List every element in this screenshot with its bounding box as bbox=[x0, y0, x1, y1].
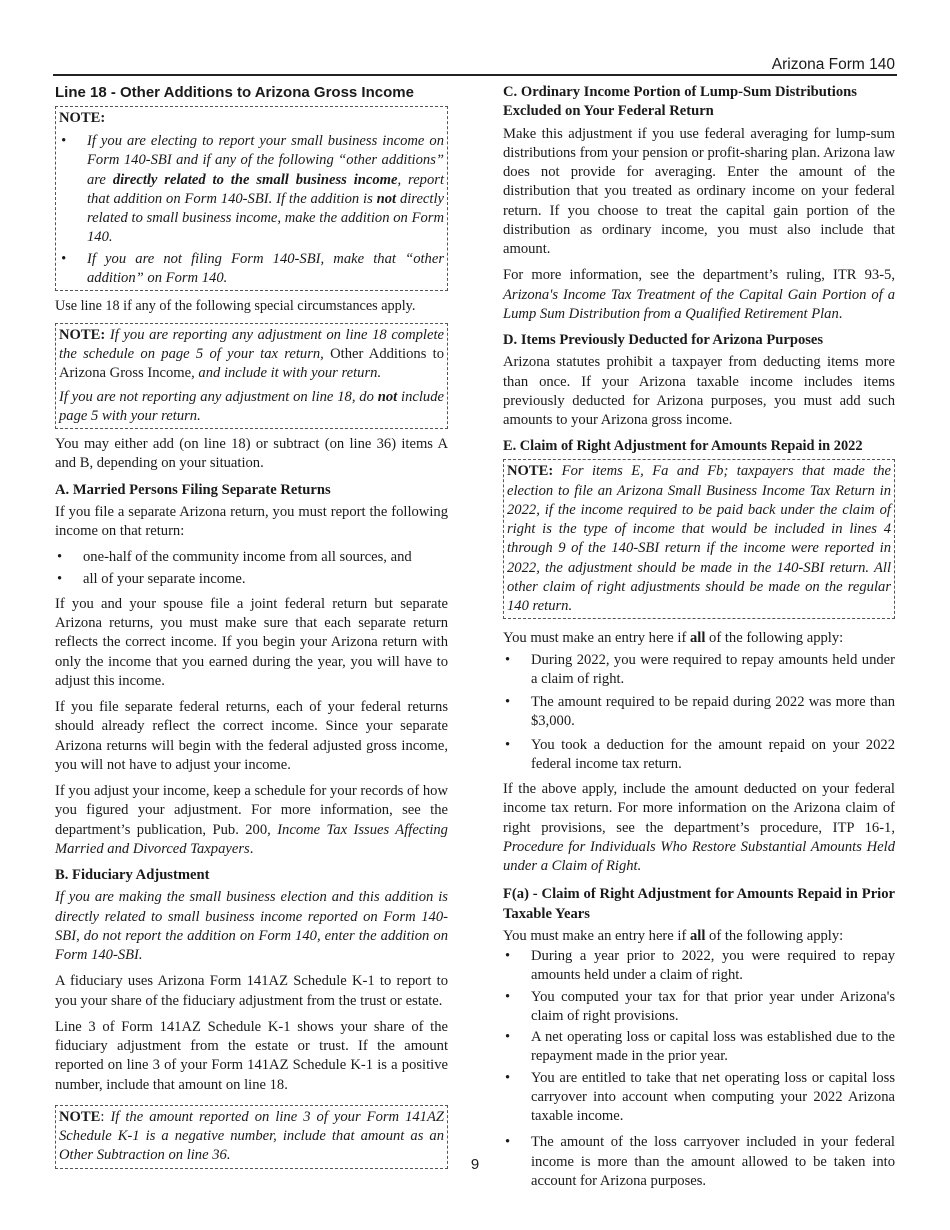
note-box-page5 bbox=[55, 323, 448, 429]
paragraph: Make this adjustment if you use federal averaging for lump-sum distributions from your pension or profit-sharing plan. Arizona law does not provide for averaging. Enter the amount of the distribution that you treated as ordinary income on your federal return. If you choose to treat the capital gain portion of the distribution as ordinary income, you must also include that amount. bbox=[503, 125, 895, 257]
paragraph: Line 3 of Form 141AZ Schedule K-1 shows your share of the fiduciary adjustment from the estate or trust. If the amount reported on line 3 of your Form 141AZ Schedule K-1 is a positive number, include that amount on line 18. bbox=[55, 1018, 448, 1093]
paragraph: If you file a separate Arizona return, you must report the following income on that return: bbox=[55, 503, 448, 540]
right-column bbox=[503, 83, 895, 1197]
note-box-sbi bbox=[55, 106, 448, 291]
note-label: NOTE: bbox=[59, 109, 106, 126]
heading-fiduciary: B. Fiduciary Adjustment bbox=[55, 867, 210, 884]
list-item: • The amount of the loss carryover included in your federal income is more than the amount allowed to be taken into account for Arizona purposes. bbox=[503, 1133, 895, 1191]
list-item: • During a year prior to 2022, you were required to repay amounts held under a claim of right. bbox=[503, 947, 895, 986]
paragraph: A fiduciary uses Arizona Form 141AZ Schedule K-1 to report to you your share of the fiduciary adjustment from the trust or estate. bbox=[55, 973, 448, 1009]
paragraph: If you file separate federal returns, each of your federal returns should already reflect the correct income. Since your separate Arizona returns will begin with the federal adjusted gross income, you will not have to adjust your income. bbox=[55, 699, 448, 773]
paragraph: You must make an entry here if all of the following apply: bbox=[503, 927, 844, 944]
paragraph: If you adjust your income, keep a schedule for your records of how you figured your adjustment. For more information, see the department’s publication, Pub. 200, Income Tax Issues Affecting Married and Divorced Taxpayers. bbox=[55, 783, 448, 857]
section-heading-line-18: Line 18 - Other Additions to Arizona Gross Income bbox=[55, 84, 414, 101]
paragraph: NOTE: For items E, Fa and Fb; taxpayers that made the election to file an Arizona Small Business Income Tax Return in 2022, if the income required to be paid back under the claim of right is the type of income that would be included in lines 4 through 9 of the 140-SBI return if the income were reported in 2022, the adjustment should be made in the 140-SBI return. All other claim of right adjustments should be made on the regular 140 return. bbox=[507, 463, 891, 615]
list-item: • You took a deduction for the amount repaid on your 2022 federal income tax return. bbox=[503, 736, 895, 775]
paragraph: If the above apply, include the amount deducted on your federal income tax return. For more information on the Arizona claim of right provisions, see the department’s procedure, ITP 16-1, Procedure for Individuals Who Restore Substantial Amounts Held under a Claim of Right. bbox=[503, 781, 895, 875]
paragraph: Arizona statutes prohibit a taxpayer from deducting items more than once. If your Arizona taxable income includes items previously deducted for Arizona purposes, you must add such amounts to your Arizona gross income. bbox=[503, 354, 895, 428]
list-item: • A net operating loss or capital loss was established due to the repayment made in the prior year. bbox=[503, 1028, 895, 1067]
paragraph: If you and your spouse file a joint federal return but separate Arizona returns, you must make sure that each separate return reflects the correct income. If you begin your Arizona return with only the income that you earned during the year, you will have to adjust this income. bbox=[55, 595, 448, 689]
list-item: • all of your separate income. bbox=[55, 570, 448, 589]
list-item: • The amount required to be repaid during 2022 was more than $3,000. bbox=[503, 693, 895, 732]
header-rule bbox=[53, 74, 897, 76]
list-item: • During 2022, you were required to repay amounts held under a claim of right. bbox=[503, 651, 895, 690]
note-box-sbi-claim bbox=[503, 459, 895, 619]
paragraph: NOTE: If you are reporting any adjustment on line 18 complete the schedule on page 5 of your tax return, Other Additions to Arizona Gross Income, and include it with your return. bbox=[59, 326, 444, 382]
paragraph: For more information, see the department’s ruling, ITR 93-5, Arizona's Income Tax Treatment of the Capital Gain Portion of a Lump Sum Distribution from a Qualified Retirement Plan. bbox=[503, 267, 895, 322]
list-item: • If you are electing to report your small business income on Form 140-SBI and if any of the following “other additions” are directly related to the small business income, report that addition on Form 140-SBI. If the addition is not directly related to small business income, make the addition on Form 140. bbox=[59, 132, 444, 248]
left-column bbox=[55, 83, 448, 1175]
list-item: • one-half of the community income from all sources, and bbox=[55, 548, 448, 567]
paragraph: You may either add (on line 18) or subtract (on line 36) items A and B, depending on your situation. bbox=[55, 436, 448, 472]
page-number: 9 bbox=[470, 1156, 480, 1173]
list-item: • You computed your tax for that prior year under Arizona's claim of right provisions. bbox=[503, 988, 895, 1027]
paragraph: NOTE: If the amount reported on line 3 of your Form 141AZ Schedule K-1 is a negative number, include that amount as an Other Subtraction on line 36. bbox=[59, 1108, 445, 1164]
heading-previously-deducted: D. Items Previously Deducted for Arizona Purposes bbox=[503, 332, 824, 348]
paragraph: Use line 18 if any of the following special circumstances apply. bbox=[55, 298, 416, 315]
heading-married-persons: A. Married Persons Filing Separate Returns bbox=[55, 481, 331, 498]
paragraph: You must make an entry here if all of the following apply: bbox=[503, 630, 844, 647]
list-item: • You are entitled to take that net operating loss or capital loss carryover into account when computing your 2022 Arizona taxable income. bbox=[503, 1069, 895, 1127]
list-item: • If you are not filing Form 140-SBI, make that “other addition” on Form 140. bbox=[59, 250, 444, 289]
heading-claim-of-right-prior: F(a) - Claim of Right Adjustment for Amounts Repaid in Prior Taxable Years bbox=[503, 886, 895, 922]
heading-lump-sum: C. Ordinary Income Portion of Lump-Sum Distributions Excluded on Your Federal Return bbox=[503, 84, 857, 120]
paragraph: If you are not reporting any adjustment on line 18, do not include page 5 with your return. bbox=[59, 388, 445, 424]
paragraph: If you are making the small business election and this addition is directly related to small business income reported on Form 140-SBI, do not report the addition on Form 140, enter the addition on Form 140-SBI. bbox=[55, 889, 448, 964]
heading-claim-of-right-2022: E. Claim of Right Adjustment for Amounts Repaid in 2022 bbox=[503, 438, 863, 455]
form-title: Arizona Form 140 bbox=[771, 56, 895, 73]
